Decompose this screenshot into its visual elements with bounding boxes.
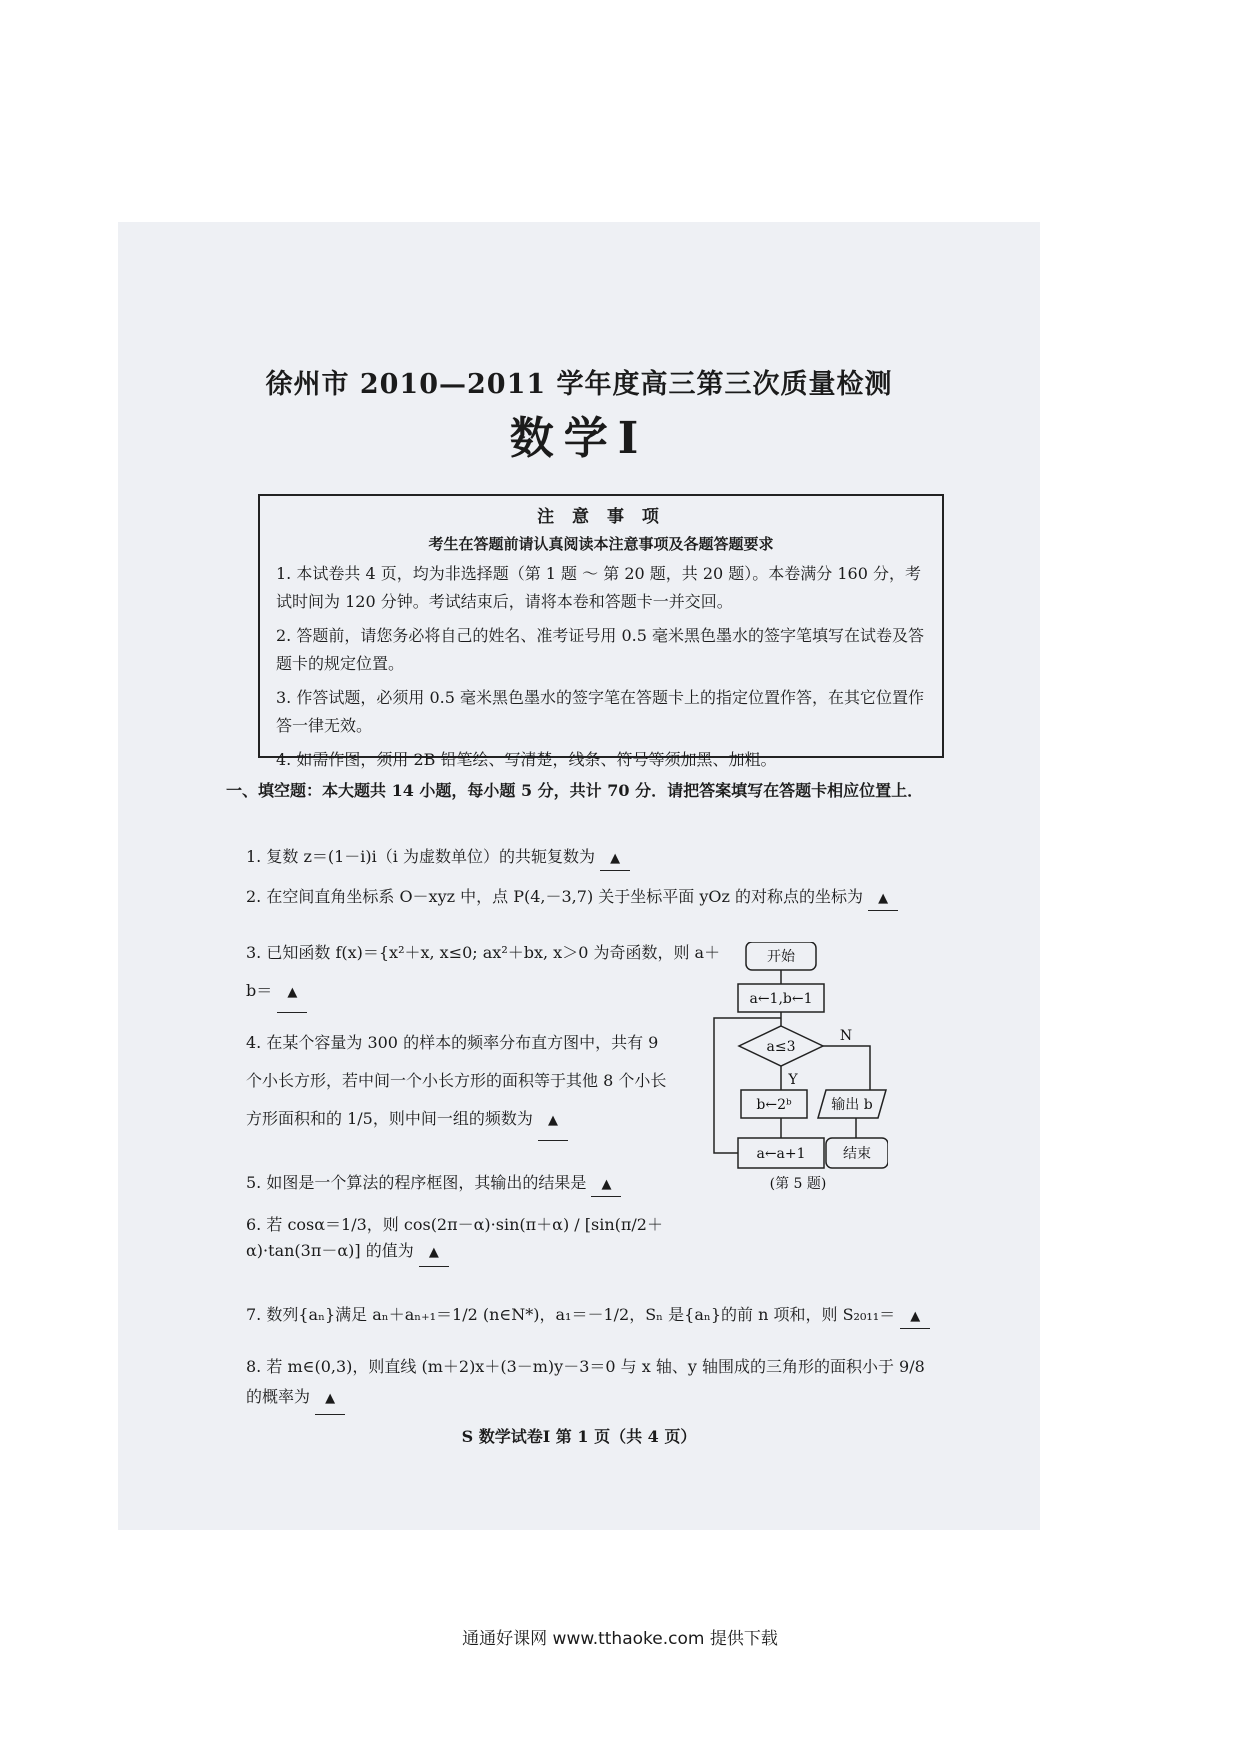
question-4 bbox=[246, 1024, 676, 1141]
triangle-icon: ▲ bbox=[325, 1391, 336, 1406]
answer-blank bbox=[315, 1382, 345, 1415]
flow-assign-label: b←2ᵇ bbox=[756, 1097, 792, 1113]
flow-start-label: 开始 bbox=[767, 949, 795, 965]
answer-blank bbox=[900, 1304, 930, 1329]
notice-subheading: 考生在答题前请认真阅读本注意事项及各题答题要求 bbox=[428, 535, 774, 553]
notice-item: 4. 如需作图，须用 2B 铅笔绘、写清楚，线条、符号等须加黑、加粗。 bbox=[276, 750, 777, 769]
question-3 bbox=[246, 934, 726, 1013]
flow-output-label: 输出 b bbox=[831, 1097, 873, 1113]
section-title: 一、填空题：本大题共 14 小题，每小题 5 分，共计 70 分．请把答案填写在答题卡相应位置上． bbox=[226, 781, 924, 800]
answer-blank bbox=[419, 1238, 449, 1267]
answer-blank bbox=[538, 1100, 568, 1141]
question-6 bbox=[246, 1212, 676, 1267]
question-8 bbox=[246, 1352, 936, 1415]
flowchart bbox=[698, 942, 888, 1192]
page-footer: S 数学试卷Ⅰ 第 1 页（共 4 页） bbox=[461, 1427, 697, 1446]
flow-condition-label: a≤3 bbox=[766, 1039, 796, 1055]
answer-blank bbox=[277, 972, 307, 1013]
flow-no-label: N bbox=[839, 1028, 853, 1044]
subject-title: 数学I bbox=[509, 413, 649, 464]
flow-init-label: a←1,b←1 bbox=[749, 991, 813, 1007]
exam-title: 徐州市 2010—2011 学年度高三第三次质量检测 bbox=[265, 369, 893, 400]
flow-increment-label: a←a+1 bbox=[756, 1146, 806, 1162]
question-text: 7. 数列{aₙ}满足 aₙ＋aₙ₊₁＝1/2 (n∈N*)，a₁＝－1/2，Sₙ 是{aₙ}的前 n 项和，则 S₂₀₁₁＝ bbox=[246, 1305, 896, 1324]
question-text: 5. 如图是一个算法的程序框图，其输出的结果是 bbox=[246, 1173, 587, 1192]
answer-blank bbox=[868, 886, 898, 911]
triangle-icon: ▲ bbox=[610, 851, 621, 866]
triangle-icon: ▲ bbox=[547, 1113, 558, 1128]
flow-end-label: 结束 bbox=[843, 1146, 871, 1162]
flow-caption: (第 5 题) bbox=[769, 1176, 827, 1192]
question-1 bbox=[246, 846, 630, 871]
credit-line: 通通好课网 www.tthaoke.com 提供下载 bbox=[462, 1629, 778, 1649]
question-text: 1. 复数 z＝(1－i)i（i 为虚数单位）的共轭复数为 bbox=[246, 847, 595, 866]
question-text: 8. 若 m∈(0,3)，则直线 (m＋2)x＋(3－m)y－3＝0 与 x 轴、y 轴围成的三角形的面积小于 9/8 的概率为 bbox=[246, 1357, 925, 1406]
notice-item: 2. 答题前，请您务必将自己的姓名、准考证号用 0.5 毫米黑色墨水的签字笔填写在试卷及答题卡的规定位置。 bbox=[276, 626, 924, 673]
exam-page bbox=[118, 222, 1040, 1530]
answer-blank bbox=[591, 1172, 621, 1197]
question-text: 4. 在某个容量为 300 的样本的频率分布直方图中，共有 9 个小长方形，若中间一个小长方形的面积等于其他 8 个小长方形面积和的 1/5，则中间一组的频数为 bbox=[246, 1033, 667, 1128]
flow-yes-label: Y bbox=[788, 1072, 798, 1088]
notice-item: 1. 本试卷共 4 页，均为非选择题（第 1 题 ～ 第 20 题，共 20 题）。本卷满分 160 分，考试时间为 120 分钟。考试结束后，请将本卷和答题卡一并交回。 bbox=[276, 564, 922, 611]
notice-item: 3. 作答试题，必须用 0.5 毫米黑色墨水的签字笔在答题卡上的指定位置作答，在其它位置作答一律无效。 bbox=[276, 688, 924, 735]
question-text: 3. 已知函数 f(x)＝{x²＋x, x≤0; ax²＋bx, x＞0 为奇函数，则 a＋b＝ bbox=[246, 943, 721, 1000]
triangle-icon: ▲ bbox=[428, 1245, 439, 1260]
question-2 bbox=[246, 886, 898, 911]
triangle-icon: ▲ bbox=[287, 985, 298, 1000]
triangle-icon: ▲ bbox=[878, 891, 889, 906]
notice-heading: 注 意 事 项 bbox=[537, 507, 665, 527]
question-5 bbox=[246, 1172, 621, 1197]
question-text: 6. 若 cosα＝1/3，则 cos(2π－α)·sin(π＋α) / [sin(π/2＋α)·tan(3π－α)] 的值为 bbox=[246, 1215, 663, 1260]
answer-blank bbox=[600, 846, 630, 871]
triangle-icon: ▲ bbox=[601, 1177, 612, 1192]
question-text: 2. 在空间直角坐标系 O－xyz 中，点 P(4,－3,7) 关于坐标平面 yOz 的对称点的坐标为 bbox=[246, 887, 864, 906]
triangle-icon: ▲ bbox=[910, 1309, 921, 1324]
question-7 bbox=[246, 1304, 930, 1329]
notice-box bbox=[258, 494, 944, 769]
